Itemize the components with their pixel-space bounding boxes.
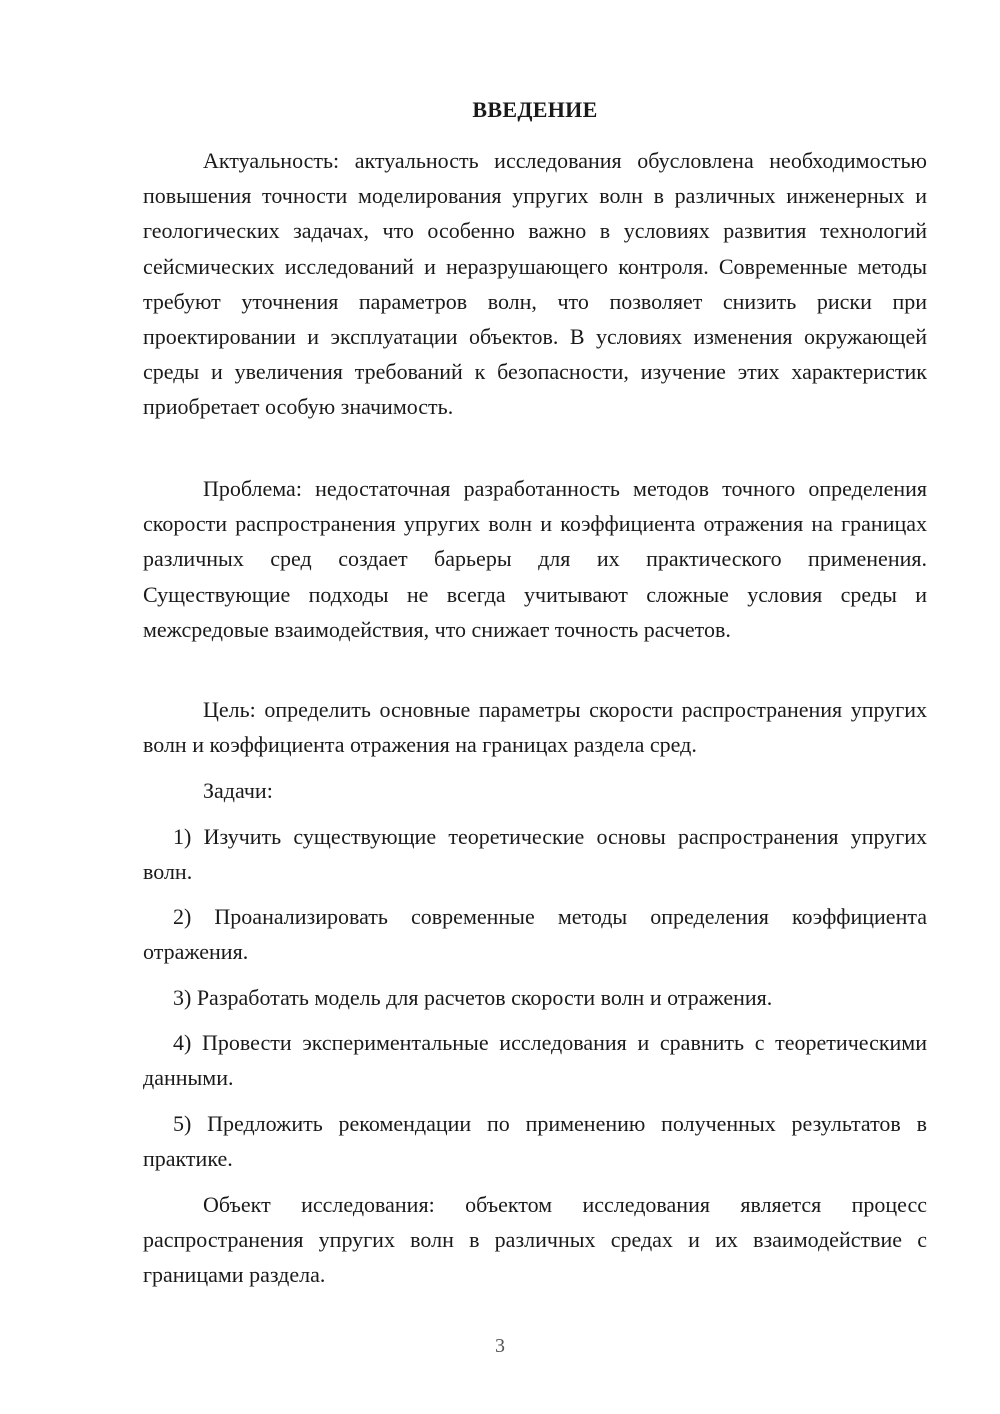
tasks-label: Задачи: [203, 778, 273, 803]
task-item-1: 1) Изучить существующие теоретические основы распространения упругих волн. [143, 824, 927, 885]
goal-paragraph: Цель: определить основные параметры скорости распространения упругих волн и коэффициента отражения на границах раздела сред. [143, 697, 927, 758]
task-item-2: 2) Проанализировать современные методы определения коэффициента отражения. [143, 904, 927, 965]
page-number: 3 [495, 1335, 505, 1357]
task-item-5: 5) Предложить рекомендации по применению полученных результатов в практике. [143, 1111, 927, 1172]
relevance-paragraph: Актуальность: актуальность исследования обусловлена необходимостью повышения точности моделирования упругих волн в различных инженерных и геологических задачах, что особенно важно в условиях развития технологий сейсмических исследований и неразрушающего контроля. Современные методы требуют уточнения параметров волн, что позволяет снизить риски при проектировании и эксплуатации объектов. В условиях изменения окружающей среды и увеличения требований к безопасности, изучение этих характеристик приобретает особую значимость. [143, 148, 927, 420]
task-item-4: 4) Провести экспериментальные исследования и сравнить с теоретическими данными. [143, 1030, 927, 1091]
problem-paragraph: Проблема: недостаточная разработанность методов точного определения скорости распространения упругих волн и коэффициента отражения на границах различных сред создает барьеры для их практического применения. Существующие подходы не всегда учитывают сложные условия среды и межсредовые взаимодействия, что снижает точность расчетов. [143, 476, 927, 642]
object-paragraph: Объект исследования: объектом исследования является процесс распространения упругих волн в различных средах и их взаимодействие с границами раздела. [143, 1192, 927, 1288]
section-heading: ВВЕДЕНИЕ [472, 97, 598, 122]
task-item-3: 3) Разработать модель для расчетов скорости волн и отражения. [173, 985, 773, 1010]
